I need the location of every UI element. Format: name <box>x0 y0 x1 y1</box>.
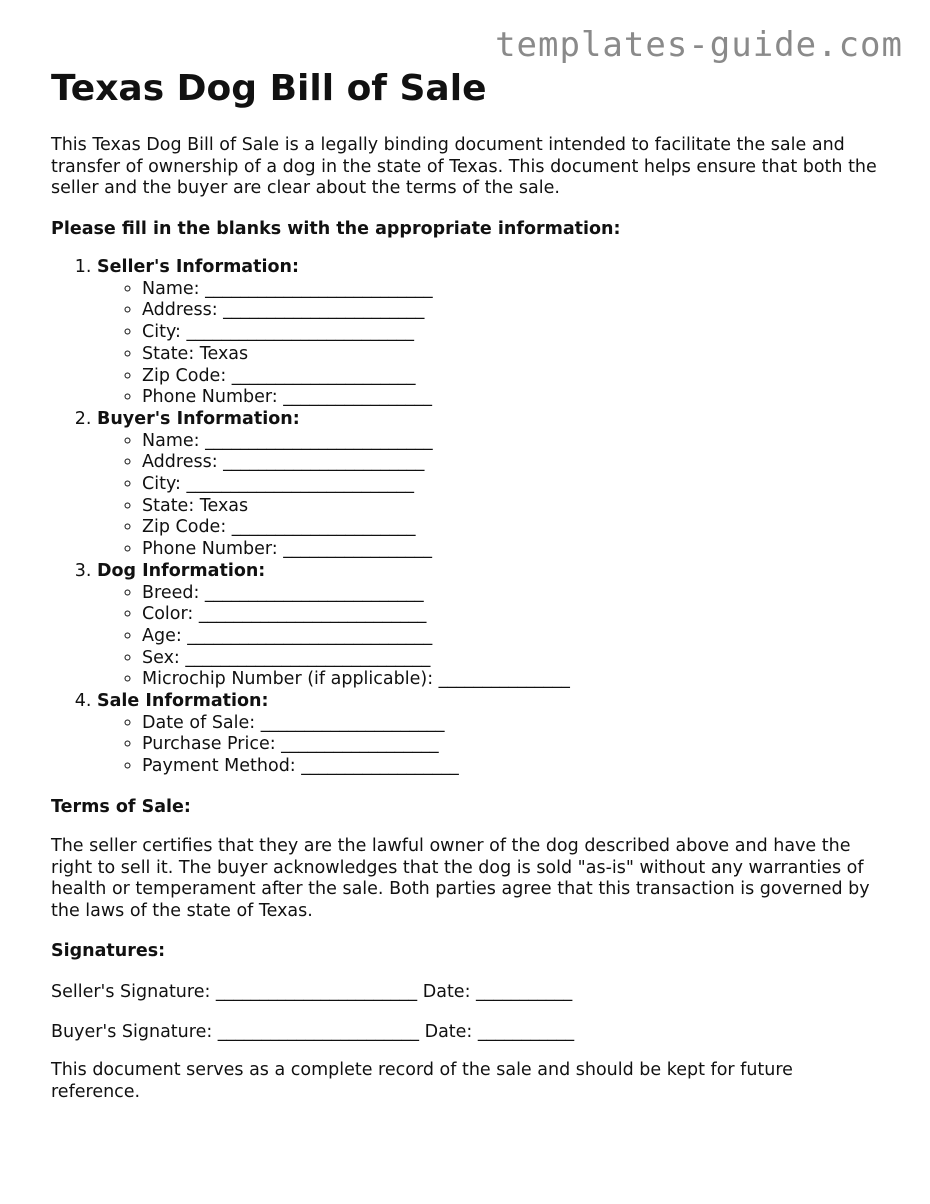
section-dog <box>97 561 570 691</box>
field-buyer-address: ◦ Address: _______________________ <box>142 452 570 474</box>
page-title: Texas Dog Bill of Sale <box>51 68 487 109</box>
field-list <box>97 713 570 778</box>
intro-paragraph: This Texas Dog Bill of Sale is a legally binding document intended to facilitate the sale and transfer of ownership of a dog in the state of Texas. This document helps ensure that both the seller and the buyer are clear about the terms of the sale. <box>51 135 877 199</box>
field-list <box>97 279 570 409</box>
field-seller-phone: ◦ Phone Number: _________________ <box>142 387 570 409</box>
field-seller-city: ◦ City: __________________________ <box>142 322 570 344</box>
closing-paragraph: This document serves as a complete record of the sale and should be kept for future reference. <box>51 1060 793 1102</box>
terms-heading: Terms of Sale: <box>51 797 191 817</box>
section-seller <box>97 257 570 409</box>
field-sale-payment: ◦ Payment Method: __________________ <box>142 756 570 778</box>
section-title: Buyer's Information: <box>97 408 300 429</box>
field-buyer-name: ◦ Name: __________________________ <box>142 431 570 453</box>
field-buyer-phone: ◦ Phone Number: _________________ <box>142 539 570 561</box>
terms-paragraph: The seller certifies that they are the lawful owner of the dog described above and have the right to sell it. The buyer acknowledges that the dog is sold "as-is" without any warranties of health or temperament after the sale. Both parties agree that this transaction is governed by the laws of the state of Texas. <box>51 836 870 922</box>
section-title: Sale Information: <box>97 691 269 712</box>
field-dog-sex: ◦ Sex: ____________________________ <box>142 648 570 670</box>
watermark: templates-guide.com <box>495 25 903 65</box>
field-dog-color: ◦ Color: __________________________ <box>142 604 570 626</box>
seller-signature-line: Seller's Signature: _______________________ Date: ___________ <box>51 982 573 1002</box>
section-title: Dog Information: <box>97 560 266 581</box>
field-list <box>97 583 570 692</box>
field-buyer-state: ◦ State: Texas <box>142 496 570 518</box>
field-dog-breed: ◦ Breed: _________________________ <box>142 583 570 605</box>
field-buyer-zip: ◦ Zip Code: _____________________ <box>142 517 570 539</box>
field-seller-address: ◦ Address: _______________________ <box>142 300 570 322</box>
form-sections <box>51 257 570 778</box>
field-buyer-city: ◦ City: __________________________ <box>142 474 570 496</box>
section-sale <box>97 691 570 778</box>
instructions-heading: Please fill in the blanks with the appropriate information: <box>51 219 621 239</box>
field-list <box>97 431 570 561</box>
section-title: Seller's Information: <box>97 257 299 277</box>
buyer-signature-line: Buyer's Signature: _______________________ Date: ___________ <box>51 1022 575 1042</box>
field-seller-zip: ◦ Zip Code: _____________________ <box>142 366 570 388</box>
section-buyer <box>97 409 570 561</box>
field-seller-name: ◦ Name: __________________________ <box>142 279 570 301</box>
field-sale-price: ◦ Purchase Price: __________________ <box>142 734 570 756</box>
field-dog-microchip: ◦ Microchip Number (if applicable): _______________ <box>142 669 570 691</box>
field-dog-age: ◦ Age: ____________________________ <box>142 626 570 648</box>
signatures-heading: Signatures: <box>51 941 166 961</box>
field-sale-date: ◦ Date of Sale: _____________________ <box>142 713 570 735</box>
field-seller-state: ◦ State: Texas <box>142 344 570 366</box>
